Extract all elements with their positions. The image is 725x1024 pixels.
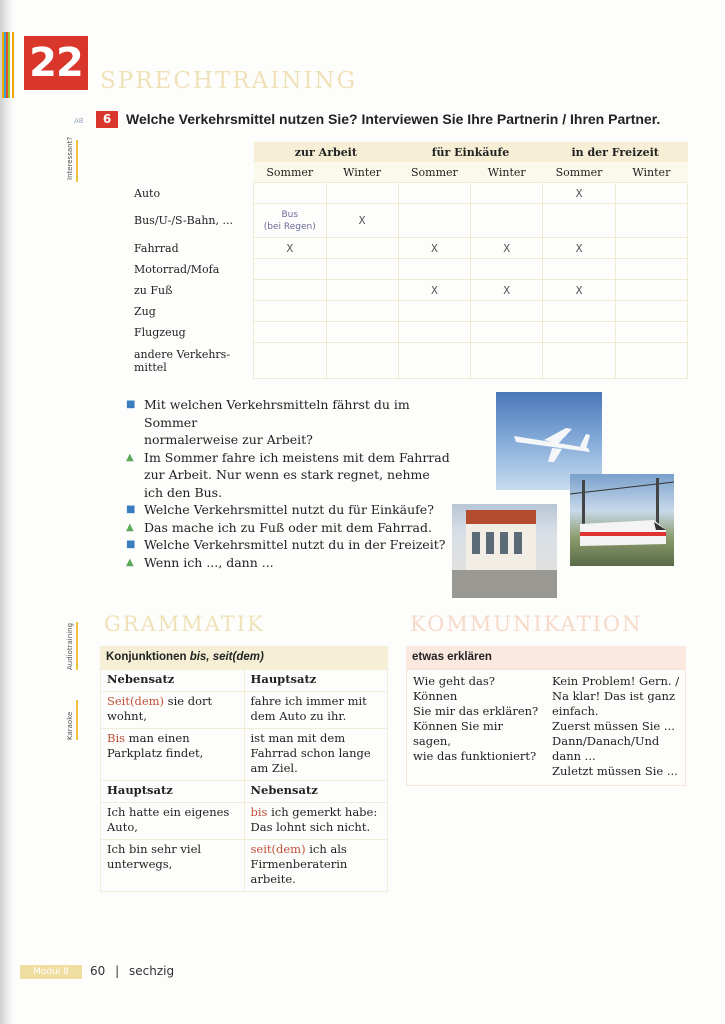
square-bullet-icon: ■ [126, 399, 136, 410]
module-tag: Modul 8 [20, 965, 82, 979]
handwritten-note: Bus [281, 209, 299, 220]
clause-text: sie dort wohnt, [107, 694, 213, 723]
phrase-line: Dann/Danach/Und [552, 734, 660, 748]
train-photo [570, 474, 674, 566]
answer-cell[interactable] [254, 259, 326, 280]
answer-cell[interactable] [254, 280, 326, 301]
table-row [130, 322, 688, 343]
group-header: zur Arbeit [254, 142, 399, 162]
street-icon [452, 504, 557, 598]
handwritten-note: (bei Regen) [263, 221, 316, 232]
example-sentence: Ich bin sehr viel unterwegs, [101, 840, 245, 892]
square-bullet-icon [126, 431, 144, 449]
answer-cell[interactable] [398, 322, 470, 343]
phrase-line: Zuerst müssen Sie ... [552, 719, 675, 733]
group-header: in der Freizeit [543, 142, 688, 162]
answer-line [126, 484, 466, 502]
transport-label [130, 322, 254, 343]
grammar-box [100, 646, 388, 892]
section-title: SPRECHTRAINING [100, 68, 358, 94]
answer-cell[interactable] [615, 322, 687, 343]
answer-cell[interactable] [615, 204, 687, 238]
transport-label [130, 183, 254, 204]
grammar-title-italic: bis, seit(dem) [189, 651, 264, 663]
question-line [126, 396, 466, 431]
conjunction: Seit(dem) [107, 694, 165, 708]
answer-cell[interactable] [543, 183, 615, 204]
page-separator: | [115, 964, 120, 978]
table-row [130, 259, 688, 280]
answer-cell[interactable] [398, 204, 470, 238]
conjunction: Bis [107, 731, 126, 745]
transport-table [130, 142, 688, 379]
answer-cell[interactable] [543, 204, 615, 238]
clause-header: Nebensatz [244, 781, 388, 803]
answer-cell[interactable] [398, 238, 470, 259]
answer-cell[interactable] [471, 259, 543, 280]
answer-cell[interactable] [615, 301, 687, 322]
transport-label-text: mittel [134, 360, 167, 374]
season-header: Winter [615, 162, 687, 183]
page-number: 60 [90, 964, 106, 978]
grammar-heading: GRAMMATIK [104, 612, 265, 636]
answer-cell[interactable] [254, 183, 326, 204]
table-row [130, 301, 688, 322]
answer-cell[interactable] [471, 280, 543, 301]
clause-header: Hauptsatz [244, 670, 388, 692]
example-sentence: Ich hatte ein eigenes Auto, [101, 803, 245, 840]
clause-text: ich als Firmenberaterin arbeite. [250, 842, 348, 886]
answer-cell[interactable] [543, 259, 615, 280]
answer-cell[interactable] [543, 343, 615, 379]
handwritten-mark: X [286, 241, 294, 255]
conjunction: seit(dem) [250, 842, 306, 856]
communication-box-title: etwas erklären [406, 646, 686, 669]
handwritten-mark: X [575, 283, 583, 297]
clause-header: Nebensatz [101, 670, 245, 692]
phrase-line: Na klar! Das ist ganz [552, 689, 676, 703]
dialogue-text: Welche Verkehrsmittel nutzt du für Einkäufe? [144, 502, 434, 517]
question-line [126, 536, 466, 554]
answer-cell[interactable] [398, 183, 470, 204]
answer-cell[interactable] [615, 238, 687, 259]
communication-heading: KOMMUNIKATION [410, 612, 643, 636]
phrase-line: Zuletzt müssen Sie ... [552, 764, 678, 778]
ab-label: AB [74, 117, 84, 125]
season-header: Sommer [398, 162, 470, 183]
answer-cell[interactable] [398, 259, 470, 280]
dialogue-text: normalerweise zur Arbeit? [144, 432, 313, 447]
season-header: Sommer [254, 162, 326, 183]
answer-cell[interactable] [326, 301, 398, 322]
phrase-line: einfach. [552, 704, 599, 718]
side-marker-bar [76, 700, 78, 740]
answer-cell[interactable] [471, 301, 543, 322]
transport-label [130, 301, 254, 322]
side-label-interessant: Interessant? [66, 136, 74, 180]
side-label-karaoke: Karaoke [66, 711, 74, 740]
answer-cell[interactable] [254, 204, 326, 238]
season-header: Winter [471, 162, 543, 183]
grammar-title-text: Konjunktionen [106, 651, 190, 663]
answer-cell[interactable] [326, 204, 398, 238]
clause-text: ich gemerkt habe: Das lohnt sich nicht. [250, 805, 378, 834]
example-sentence [101, 692, 245, 729]
answer-cell[interactable] [543, 301, 615, 322]
group-header: für Einkäufe [398, 142, 543, 162]
building-photo [452, 504, 557, 598]
table-row [130, 280, 688, 301]
answer-cell[interactable] [398, 343, 470, 379]
answer-cell[interactable] [471, 204, 543, 238]
book-spine-shadow [0, 0, 14, 1024]
example-sentence [244, 840, 388, 892]
phrase-line: wie das funktioniert? [413, 749, 537, 763]
triangle-bullet-icon [126, 484, 144, 502]
example-sentence: fahre ich immer mit dem Auto zu ihr. [244, 692, 388, 729]
handwritten-mark: X [575, 186, 583, 200]
handwritten-mark: X [575, 241, 583, 255]
transport-label-text: Flugzeug [134, 325, 186, 339]
phrase-line: Sie mir das erklären? [413, 704, 539, 718]
answer-line [126, 519, 466, 537]
transport-label-text: Bus/U-/S-Bahn, ... [134, 214, 233, 227]
transport-label [130, 259, 254, 280]
answer-cell[interactable] [326, 259, 398, 280]
phrase-line: Wie geht das? Können [413, 674, 495, 703]
answer-cell[interactable] [326, 280, 398, 301]
handwritten-mark: X [358, 214, 366, 227]
answer-cell[interactable] [615, 183, 687, 204]
clause-header: Hauptsatz [101, 781, 245, 803]
triangle-bullet-icon [126, 466, 144, 484]
answer-cell[interactable] [326, 322, 398, 343]
answer-line [126, 466, 466, 484]
transport-label-text: andere Verkehrs- [134, 347, 231, 361]
answer-cell[interactable] [471, 322, 543, 343]
answer-cell[interactable] [471, 238, 543, 259]
season-header: Sommer [543, 162, 615, 183]
answer-cell[interactable] [326, 183, 398, 204]
table-row [130, 204, 688, 238]
answer-cell[interactable] [326, 343, 398, 379]
question-phrases [407, 674, 546, 779]
phrase-line: Können Sie mir sagen, [413, 719, 503, 748]
answer-line [126, 449, 466, 467]
answer-cell[interactable] [254, 238, 326, 259]
answer-phrases [546, 674, 685, 779]
clause-text: man einen Parkplatz findet, [107, 731, 204, 760]
triangle-bullet-icon: ▲ [126, 521, 134, 533]
example-sentence: ist man mit dem Fahrrad schon lange am Ziel. [244, 729, 388, 781]
task-number: 6 [96, 111, 118, 128]
answer-line [126, 554, 466, 572]
answer-cell[interactable] [254, 322, 326, 343]
answer-cell[interactable] [543, 322, 615, 343]
task-instruction: Welche Verkehrsmittel nutzen Sie? Interviewen Sie Ihre Partnerin / Ihren Partner. [126, 111, 661, 127]
page-number-word: sechzig [128, 964, 175, 978]
phrase-line: Kein Problem! Gern. / [552, 674, 680, 688]
transport-label [130, 280, 254, 301]
example-sentence [101, 729, 245, 781]
handwritten-mark: X [503, 241, 511, 255]
side-marker-bar [76, 622, 78, 670]
transport-label [130, 204, 254, 238]
dialogue-text: ich den Bus. [144, 484, 223, 500]
grammar-box-title [100, 646, 388, 669]
answer-cell[interactable] [254, 301, 326, 322]
answer-cell[interactable] [254, 343, 326, 379]
handwritten-mark: X [431, 241, 438, 255]
dialogue-text: Mit welchen Verkehrsmitteln fährst du im Sommer [144, 397, 410, 430]
lesson-number: 22 [24, 36, 88, 90]
handwritten-mark: X [503, 283, 511, 297]
example-sentence [244, 803, 388, 840]
answer-cell[interactable] [471, 343, 543, 379]
handwritten-mark: X [431, 283, 438, 297]
table-row [130, 183, 688, 204]
dialogue-text: zur Arbeit. Nur wenn es stark regnet, nehme [144, 467, 430, 482]
question-line [126, 431, 466, 449]
transport-label-text: Fahrrad [134, 241, 179, 255]
dialogue-text: Das mache ich zu Fuß oder mit dem Fahrrad. [144, 519, 432, 535]
page-footer [90, 964, 174, 978]
transport-label-text: Motorrad/Mofa [134, 262, 220, 276]
transport-label [130, 238, 254, 259]
answer-cell[interactable] [615, 259, 687, 280]
table-row [130, 343, 688, 379]
conjunction: bis [250, 805, 268, 819]
phrase-line: dann ... [552, 749, 596, 763]
train-icon [570, 474, 674, 566]
triangle-bullet-icon: ▲ [126, 556, 134, 568]
transport-label-text: Zug [134, 304, 156, 318]
answer-cell[interactable] [615, 280, 687, 301]
dialogue-text: Welche Verkehrsmittel nutzt du in der Freizeit? [144, 537, 446, 552]
square-bullet-icon: ■ [126, 539, 136, 550]
triangle-bullet-icon: ▲ [126, 451, 134, 463]
example-dialogue [126, 396, 466, 571]
answer-cell[interactable] [326, 238, 398, 259]
communication-box [406, 646, 686, 786]
season-header: Winter [326, 162, 398, 183]
answer-cell[interactable] [471, 183, 543, 204]
answer-cell[interactable] [615, 343, 687, 379]
answer-cell[interactable] [398, 301, 470, 322]
transport-label [130, 343, 254, 379]
side-label-audiotraining: Audiotraining [66, 622, 74, 670]
answer-cell[interactable] [543, 280, 615, 301]
side-marker-bar [76, 140, 78, 182]
colored-tabs [2, 32, 14, 98]
square-bullet-icon: ■ [126, 504, 136, 515]
question-line [126, 501, 466, 519]
transport-label-text: Auto [134, 186, 161, 200]
dialogue-text: Im Sommer fahre ich meistens mit dem Fahrrad [144, 449, 450, 465]
answer-cell[interactable] [543, 238, 615, 259]
answer-cell[interactable] [398, 280, 470, 301]
transport-label-text: zu Fuß [134, 283, 173, 297]
table-row [130, 238, 688, 259]
dialogue-text: Wenn ich ..., dann ... [144, 554, 274, 570]
